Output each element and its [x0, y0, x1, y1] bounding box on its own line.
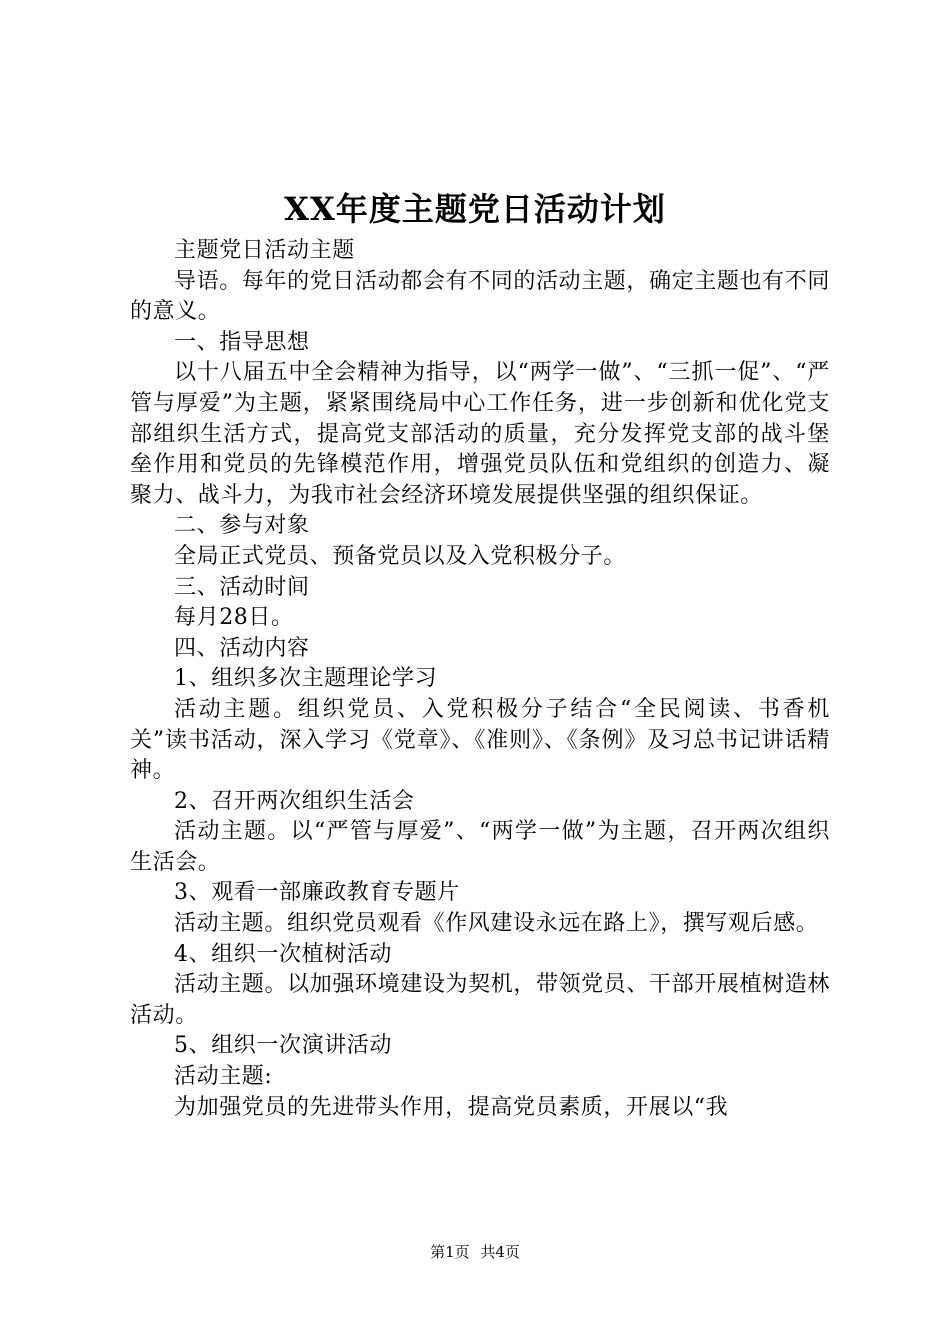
subsection-heading: 2、召开两次组织生活会: [174, 788, 415, 814]
page-footer: [0, 1242, 950, 1262]
section-heading: 一、指导思想: [174, 329, 310, 355]
section-heading: 二、参与对象: [174, 513, 310, 539]
paragraph: 活动主题。组织党员观看《作风建设永远在路上》，撰写观后感。: [174, 911, 819, 937]
paragraph: 以十八届五中全会精神为指导，以“两学一做”、“三抓一促”、“严管与厚爱”为主题，紧紧围绕局中心工作任务，进一步创新和优化党支部组织生活方式，提高党支部活动的质量，充分发挥党支部的战斗堡垒作用和党员的先锋模范作用，增强党员队伍和党组织的创造力、凝聚力、战斗力，为我市社会经济环境发展提供坚强的组织保证。: [130, 360, 830, 508]
paragraph: 活动主题。组织党员、入党积极分子结合“全民阅读、书香机关”读书活动，深入学习《党章》、《准则》、《条例》及习总书记讲话精神。: [130, 696, 830, 784]
paragraph: 活动主题。以加强环境建设为契机，带领党员、干部开展植树造林活动。: [130, 972, 830, 1028]
paragraph: 为加强党员的先进带头作用，提高党员素质，开展以“我: [174, 1094, 729, 1120]
paragraph: 导语。每年的党日活动都会有不同的活动主题，确定主题也有不同的意义。: [130, 268, 830, 325]
subsection-heading: 5、组织一次演讲活动: [174, 1033, 392, 1059]
section-heading: 三、活动时间: [174, 574, 310, 600]
paragraph: 全局正式党员、预备党员以及入党积极分子。: [174, 543, 627, 569]
page-total: 共4页: [480, 1243, 520, 1261]
document-title: XX年度主题党日活动计划: [284, 190, 666, 228]
page-number: 第1页: [430, 1243, 470, 1261]
subsection-heading: 4、组织一次植树活动: [174, 941, 392, 967]
subsection-heading: 1、组织多次主题理论学习: [174, 666, 438, 692]
subsection-heading: 3、观看一部廉政教育专题片: [174, 880, 460, 906]
section-heading: 四、活动内容: [174, 635, 310, 661]
document-body: [130, 236, 830, 1123]
paragraph: 活动主题。以“严管与厚爱”、“两学一做”为主题，召开两次组织生活会。: [130, 819, 830, 875]
paragraph: 每月28日。: [174, 605, 294, 631]
paragraph: 活动主题:: [174, 1064, 273, 1090]
paragraph: 主题党日活动主题: [174, 238, 355, 263]
